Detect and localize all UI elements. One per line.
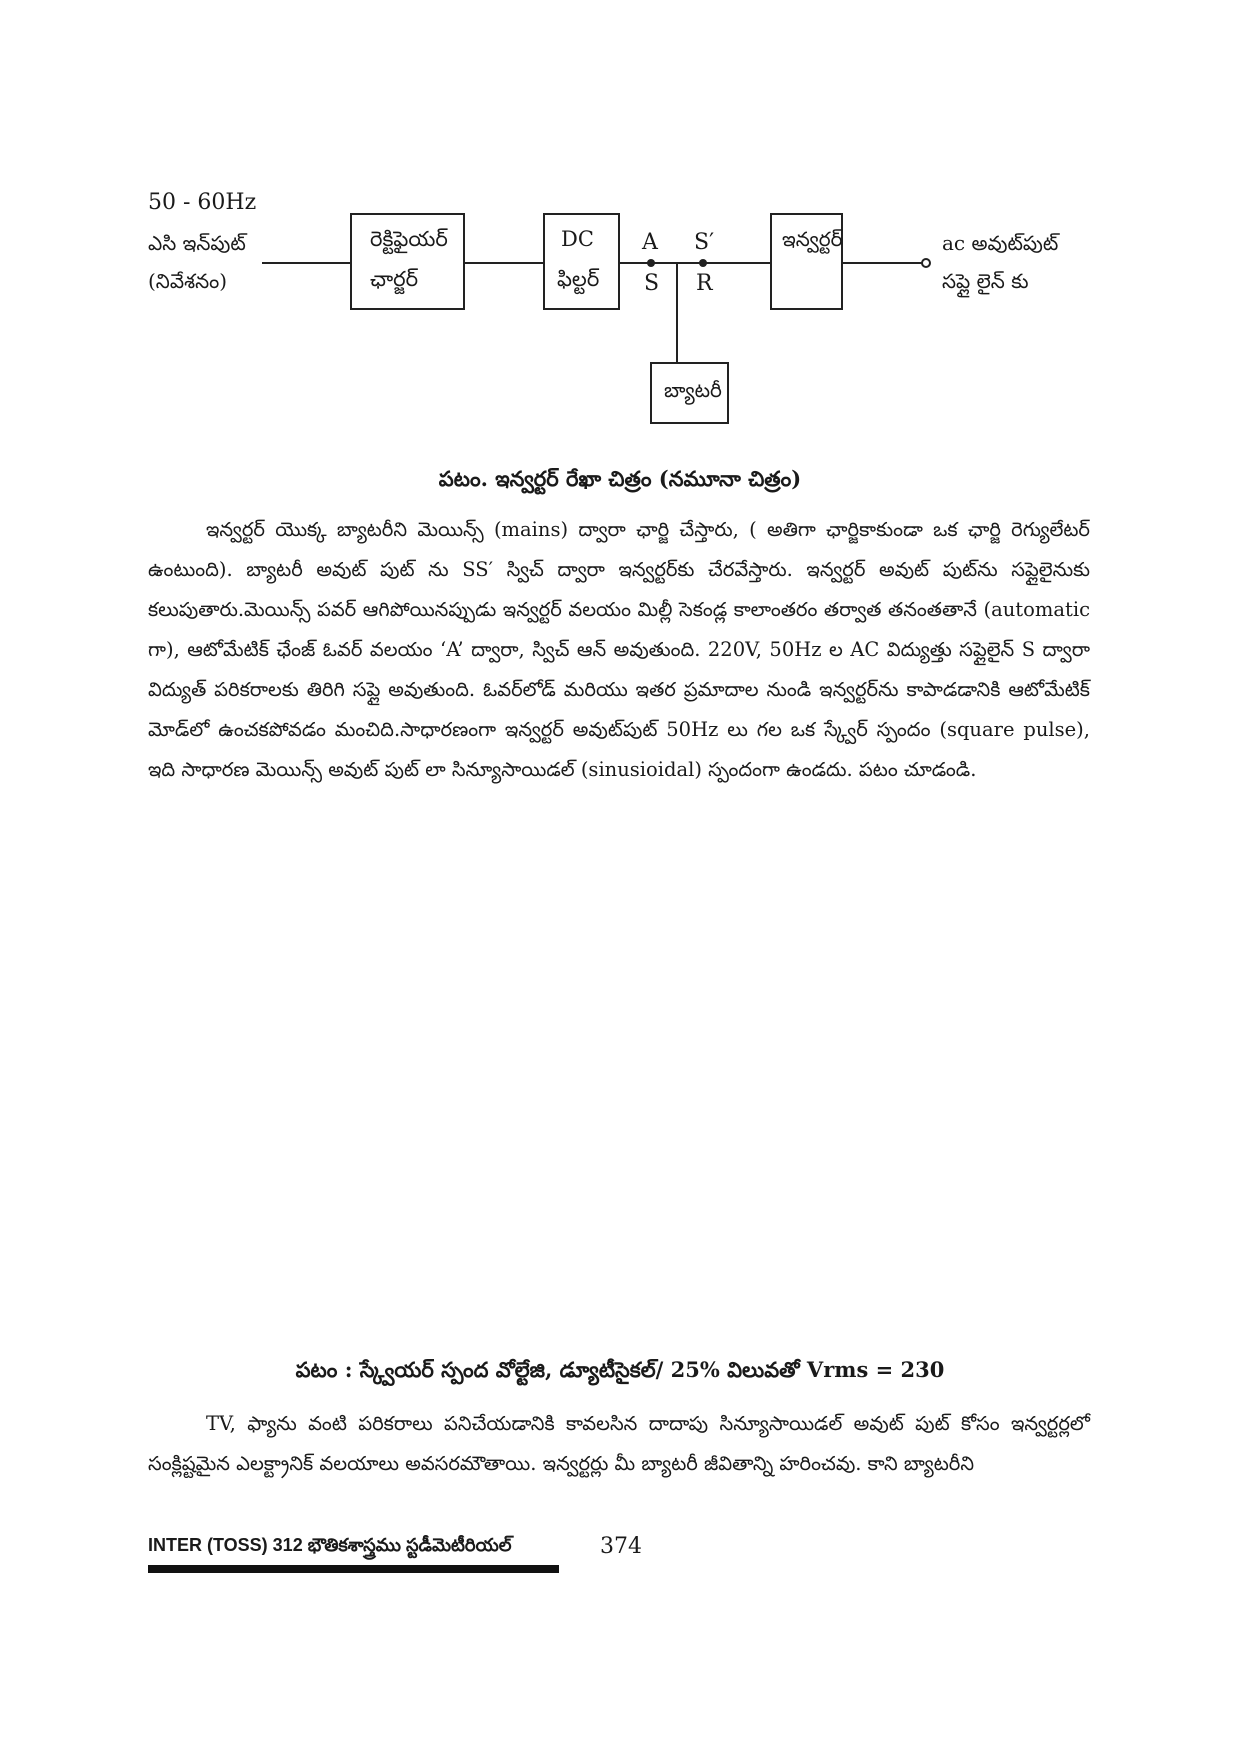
paragraph-text: TV, ఫ్యాను వంటి పరికరాలు పనిచేయడానికి కావలసిన దాదాపు సిన్యూసాయిడల్ అవుట్ పుట్ కోసం ఇన్వర్టర్లలో సంక్లిష్టమైన ఎలక్ట్రానిక్ వలయాలు అవసరమౌతాయి. ఇన్వర్టర్లు మీ బ్యాటరీ జీవితాన్ని హరించవు. కాని బ్యాటరీని	[148, 1412, 1090, 1475]
input-label: ఎసి ఇన్‌పుట్	[148, 231, 246, 255]
input-label-sub: (నివేశనం)	[148, 269, 228, 293]
rectifier-label: రెక్టిఫైయర్	[370, 227, 448, 251]
charger-label: ఛార్జర్	[370, 267, 419, 291]
node-s-label: S	[644, 271, 660, 296]
battery-block	[650, 362, 729, 424]
node-r-label: R	[696, 271, 713, 296]
footer-rule	[148, 1565, 559, 1573]
node-a-dot	[647, 259, 655, 267]
figure-caption: పటం. ఇన్వర్టర్ రేఖా చిత్రం (నమూనా చిత్రం)	[438, 466, 802, 491]
body-paragraph-1	[148, 510, 1090, 790]
body-paragraph-2	[148, 1404, 1090, 1484]
inverter-block	[770, 213, 843, 310]
footer-title: INTER (TOSS) 312 భౌతికశాస్త్రము స్టడీమెటీరియల్	[148, 1535, 512, 1555]
output-label-sub: సప్లై లైన్ కు	[942, 269, 1029, 293]
dc-label: DC	[561, 227, 594, 251]
dc-filter-block	[543, 213, 620, 310]
output-terminal	[922, 259, 930, 267]
rectifier-charger-block	[350, 213, 465, 310]
node-s-prime-label: S′	[694, 230, 715, 255]
frequency-label: 50 - 60Hz	[148, 190, 257, 215]
battery-label: బ్యాటరీ	[664, 378, 722, 402]
figure-2-caption: పటం : స్క్వేయర్ స్పంద వోల్టేజి, డ్యూటీసైకల్/ 25% విలువతో Vrms = 230	[295, 1357, 945, 1382]
node-a-label: A	[642, 230, 658, 255]
inverter-label: ఇన్వర్టర్	[782, 227, 843, 251]
filter-label: ఫిల్టర్	[557, 267, 600, 291]
paragraph-text: ఇన్వర్టర్ యొక్క బ్యాటరీని మెయిన్స్ (mains) ద్వారా ఛార్జి చేస్తారు, ( అతిగా ఛార్జికాకుండా ఒక ఛార్జి రెగ్యులేటర్ ఉంటుంది). బ్యాటరీ అవుట్ పుట్ ను SS′ స్విచ్ ద్వారా ఇన్వర్టర్‌కు చేరవేస్తారు. ఇన్వర్టర్ అవుట్ పుట్‌ను సప్లైలైనుకు కలుపుతారు.మెయిన్స్ పవర్ ఆగిపోయినప్పుడు ఇన్వర్టర్ వలయం మిల్లీ సెకండ్ల కాలాంతరం తర్వాత తనంతతానే (automatic గా), ఆటోమేటిక్ ఛేంజ్ ఓవర్ వలయం ‘A’ ద్వారా, స్విచ్ ఆన్ అవుతుంది. 220V, 50Hz ల AC విద్యుత్తు సప్లైలైన్ S ద్వారా విద్యుత్ పరికరాలకు తిరిగి సప్లై అవుతుంది. ఓవర్‌లోడ్ మరియు ఇతర ప్రమాదాల నుండి ఇన్వర్టర్‌ను కాపాడడానికి ఆటోమేటిక్ మోడ్‌లో ఉంచకపోవడం మంచిది.సాధారణంగా ఇన్వర్టర్ అవుట్‌పుట్ 50Hz లు గల ఒక స్క్వేర్ స్పందం (square pulse), ఇది సాధారణ మెయిన్స్ అవుట్ పుట్ లా సిన్యూసాయిడల్ (sinusioidal) స్పందంగా ఉండదు. పటం చూడండి.	[148, 518, 1090, 781]
node-s-prime-dot	[699, 259, 707, 267]
output-label: ac అవుట్‌పుట్	[942, 231, 1059, 255]
page-number: 374	[600, 1534, 642, 1559]
diagram-wires	[0, 0, 1240, 450]
